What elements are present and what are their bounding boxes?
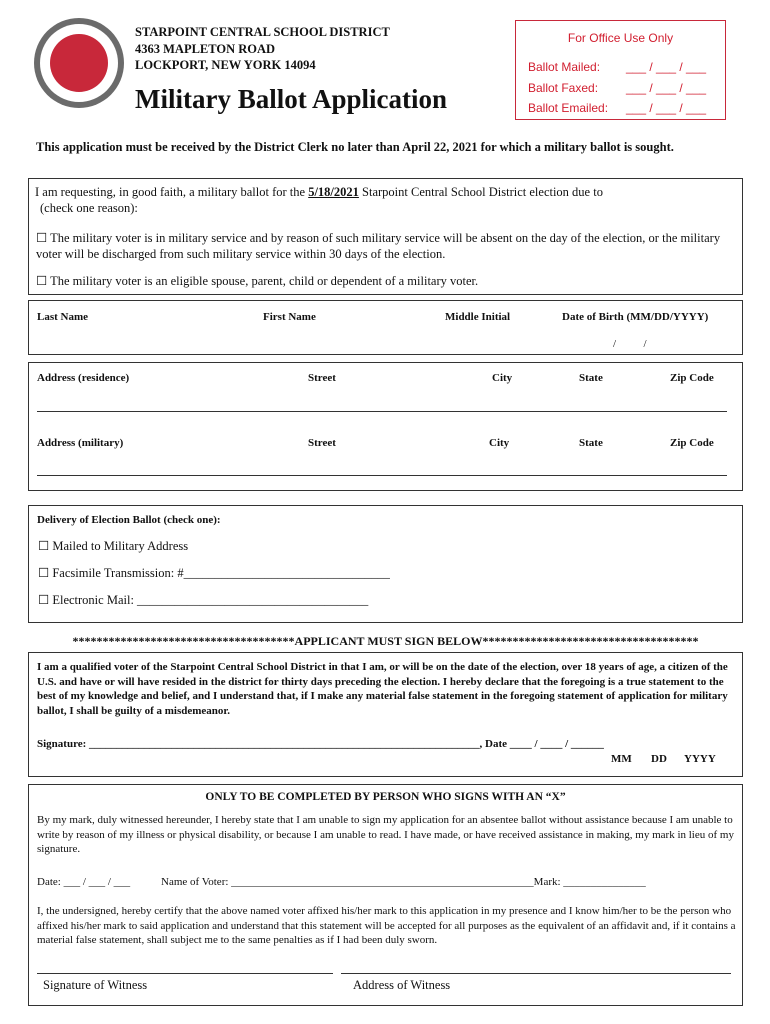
middle-initial-label: Middle Initial xyxy=(445,311,511,323)
delivery-heading: Delivery of Election Ballot (check one): xyxy=(37,514,221,526)
ballot-emailed-label: Ballot Emailed: xyxy=(528,101,609,115)
signature-line[interactable]: Signature: _______________________________________________________________________, Date ____ / ____ / ______ xyxy=(37,738,604,750)
reason-option-service[interactable] xyxy=(36,230,736,262)
checkbox-icon[interactable]: ☐ xyxy=(38,593,50,607)
district-street: 4363 MAPLETON ROAD xyxy=(135,41,276,56)
request-text-pre: I am requesting, in good faith, a military ballot for the xyxy=(35,185,309,199)
military-address-line[interactable] xyxy=(37,475,727,476)
ballot-emailed-row xyxy=(528,101,718,115)
military-state-label: State xyxy=(579,437,603,449)
office-use-box xyxy=(515,20,726,120)
reason-option-dependent[interactable] xyxy=(36,273,736,289)
checkbox-icon[interactable]: ☐ xyxy=(38,539,50,553)
delivery-option-email[interactable] xyxy=(38,592,368,608)
first-name-label: First Name xyxy=(263,311,316,323)
ballot-faxed-date: ___ / ___ / ___ xyxy=(626,81,707,95)
last-name-label: Last Name xyxy=(37,311,89,323)
checkbox-icon[interactable]: ☐ xyxy=(38,566,50,580)
dob-field[interactable]: / / xyxy=(613,338,647,350)
military-city-label: City xyxy=(489,437,510,449)
delivery-fax-text: Facsimile Transmission: #_________________________________ xyxy=(52,566,390,580)
mark-date-line[interactable]: Date: ___ / ___ / ___ xyxy=(37,876,131,888)
declaration-box xyxy=(28,652,743,777)
office-use-title: For Office Use Only xyxy=(567,31,674,45)
address-residence-label: Address (residence) xyxy=(37,372,130,384)
election-date: 5/18/2021 xyxy=(308,185,359,199)
dob-label: Date of Birth (MM/DD/YYYY) xyxy=(562,311,709,323)
witness-certification: I, the undersigned, hereby certify that the above named voter affixed his/her mark to this application in my presence and I know him/her to be the person who affixed his/her mark to said application and understand that this statement will be accepted for all purposes as the equivalent of an affidavit and, if it contains a material false statement, shall subject me to the same penalties as if I had been duly sworn. xyxy=(37,905,736,946)
date-dd-label: DD xyxy=(651,753,667,765)
ballot-emailed-date: ___ / ___ / ___ xyxy=(626,101,707,115)
check-one-reason: (check one reason): xyxy=(40,201,138,215)
mark-section-box xyxy=(28,784,743,1006)
residence-city-label: City xyxy=(492,372,513,384)
residence-address-line[interactable] xyxy=(37,411,727,412)
residence-zip-label: Zip Code xyxy=(670,372,714,384)
page-title: Military Ballot Application xyxy=(135,84,448,114)
sign-below-banner: *************************************APPLICANT MUST SIGN BELOW************************************ xyxy=(72,634,699,648)
delivery-option-fax[interactable] xyxy=(38,565,390,581)
district-address-block xyxy=(135,24,390,74)
request-statement xyxy=(35,184,603,200)
residence-street-label: Street xyxy=(308,372,336,384)
address-box xyxy=(28,362,743,491)
delivery-email-text: Electronic Mail: _____________________________________ xyxy=(52,593,369,607)
checkbox-icon[interactable]: ☐ xyxy=(36,274,48,288)
reason-option-dependent-text: The military voter is an eligible spouse, parent, child or dependent of a military voter. xyxy=(50,274,479,288)
mark-section-heading: ONLY TO BE COMPLETED BY PERSON WHO SIGNS WITH AN “X” xyxy=(205,791,566,803)
date-yyyy-label: YYYY xyxy=(684,753,716,765)
name-box xyxy=(28,300,743,355)
residence-state-label: State xyxy=(579,372,603,384)
ballot-mailed-label: Ballot Mailed: xyxy=(528,60,601,74)
witness-signature-line[interactable] xyxy=(37,973,333,974)
checkbox-icon[interactable]: ☐ xyxy=(36,231,48,245)
district-city: LOCKPORT, NEW YORK 14094 xyxy=(135,58,316,72)
ballot-mailed-row xyxy=(528,60,718,74)
ballot-faxed-row xyxy=(528,81,718,95)
district-name: STARPOINT CENTRAL SCHOOL DISTRICT xyxy=(135,25,390,39)
request-text-post: Starpoint Central School District election due to xyxy=(358,185,603,199)
address-military-label: Address (military) xyxy=(37,437,124,449)
mark-statement: By my mark, duly witnessed hereunder, I hereby state that I am unable to sign my application for an absentee ballot without assistance because I am unable to write by reason of my illness or physical disability, or because I am unable to read. I have made, or have received assistance in making, my mark in lieu of my signature. xyxy=(37,814,734,855)
voter-name-line[interactable]: Name of Voter: _______________________________________________________Mark: _______________ xyxy=(161,876,646,888)
delivery-option-mail[interactable] xyxy=(38,538,188,554)
military-street-label: Street xyxy=(308,437,336,449)
declaration-text: I am a qualified voter of the Starpoint Central School District in that I am, or will be on the date of the election, over 18 years of age, a citizen of the U.S. and have or will have resided in the district for thirty days preceding the election. I hereby declare that the foregoing is a true statement to the best of my knowledge and belief, and I understand that, if I make any material false statement in the foregoing statement of application for military ballot, I shall be guilty of a misdemeanor. xyxy=(37,661,728,717)
delivery-box xyxy=(28,505,743,623)
military-zip-label: Zip Code xyxy=(670,437,714,449)
reason-box xyxy=(28,178,743,295)
ballot-faxed-label: Ballot Faxed: xyxy=(528,81,599,95)
witness-signature-label: Signature of Witness xyxy=(43,978,148,992)
intro-deadline: This application must be received by the District Clerk no later than April 22, 2021 for which a military ballot is sought. xyxy=(36,140,674,154)
ballot-mailed-date: ___ / ___ / ___ xyxy=(626,60,707,74)
witness-address-line[interactable] xyxy=(341,973,731,974)
district-seal-emblem xyxy=(50,34,108,92)
delivery-mail-text: Mailed to Military Address xyxy=(52,539,189,553)
witness-address-label: Address of Witness xyxy=(353,978,451,992)
date-mm-label: MM xyxy=(611,753,632,765)
reason-option-service-text: The military voter is in military service and by reason of such military service will be absent on the day of the election, or the military voter will be discharged from such military service within 30 days of the election. xyxy=(36,231,721,261)
